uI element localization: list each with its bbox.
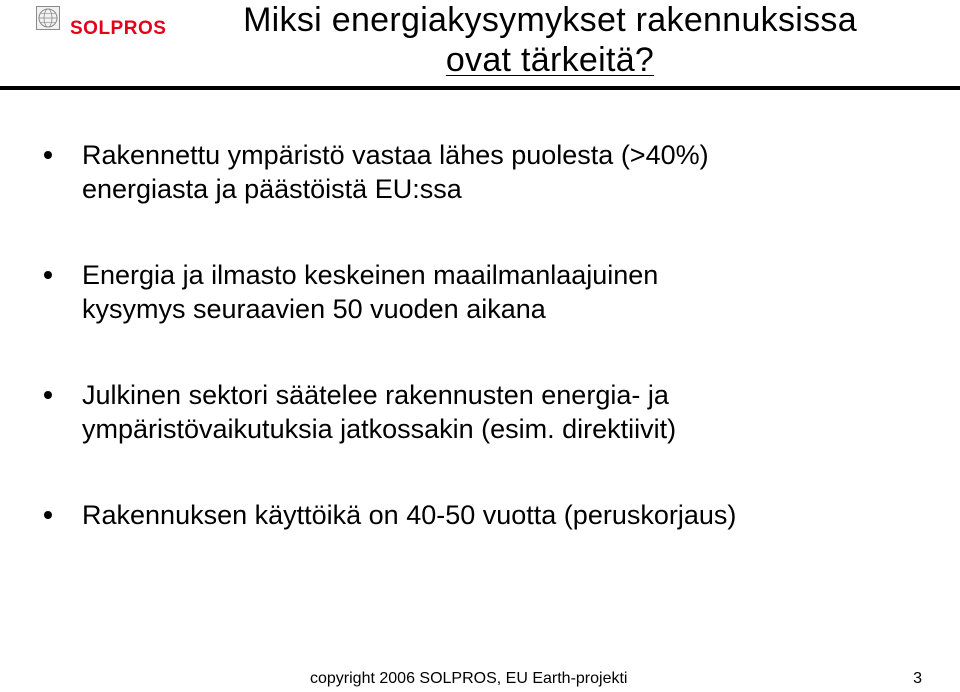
- bullet-line: energiasta ja päästöistä EU:ssa: [82, 174, 462, 204]
- footer: [0, 668, 960, 692]
- bullet-line: Rakennuksen käyttöikä on 40-50 vuotta (peruskorjaus): [82, 500, 737, 530]
- solpros-logo: [30, 4, 180, 48]
- bullet-line: Rakennettu ympäristö vastaa lähes puolesta (>40%): [82, 140, 709, 170]
- page-number: 3: [913, 670, 922, 687]
- bullet-text: [82, 258, 942, 326]
- bullet-dot: [44, 391, 52, 399]
- bullet-dot: [44, 511, 52, 519]
- slide-title: [200, 0, 900, 80]
- bullet-line: kysymys seuraavien 50 vuoden aikana: [82, 294, 546, 324]
- copyright-text: copyright 2006 SOLPROS, EU Earth-projekti: [310, 670, 628, 687]
- globe-icon: [36, 6, 60, 30]
- bullet-text: [82, 138, 942, 206]
- bullet-dot: [44, 151, 52, 159]
- title-line-1: Miksi energiakysymykset rakennuksissa: [243, 1, 857, 39]
- bullet-line: Julkinen sektori säätelee rakennusten energia- ja: [82, 380, 669, 410]
- bullet-text: [82, 498, 942, 532]
- logo-text: SOLPROS: [70, 18, 167, 39]
- bullet-line: Energia ja ilmasto keskeinen maailmanlaajuinen: [82, 260, 659, 290]
- bullet-line: ympäristövaikutuksia jatkossakin (esim. direktiivit): [82, 414, 677, 444]
- bullet-dot: [44, 271, 52, 279]
- bullet-text: [82, 378, 942, 446]
- title-line-2: ovat tärkeitä?: [445, 41, 655, 79]
- title-divider: [0, 86, 960, 90]
